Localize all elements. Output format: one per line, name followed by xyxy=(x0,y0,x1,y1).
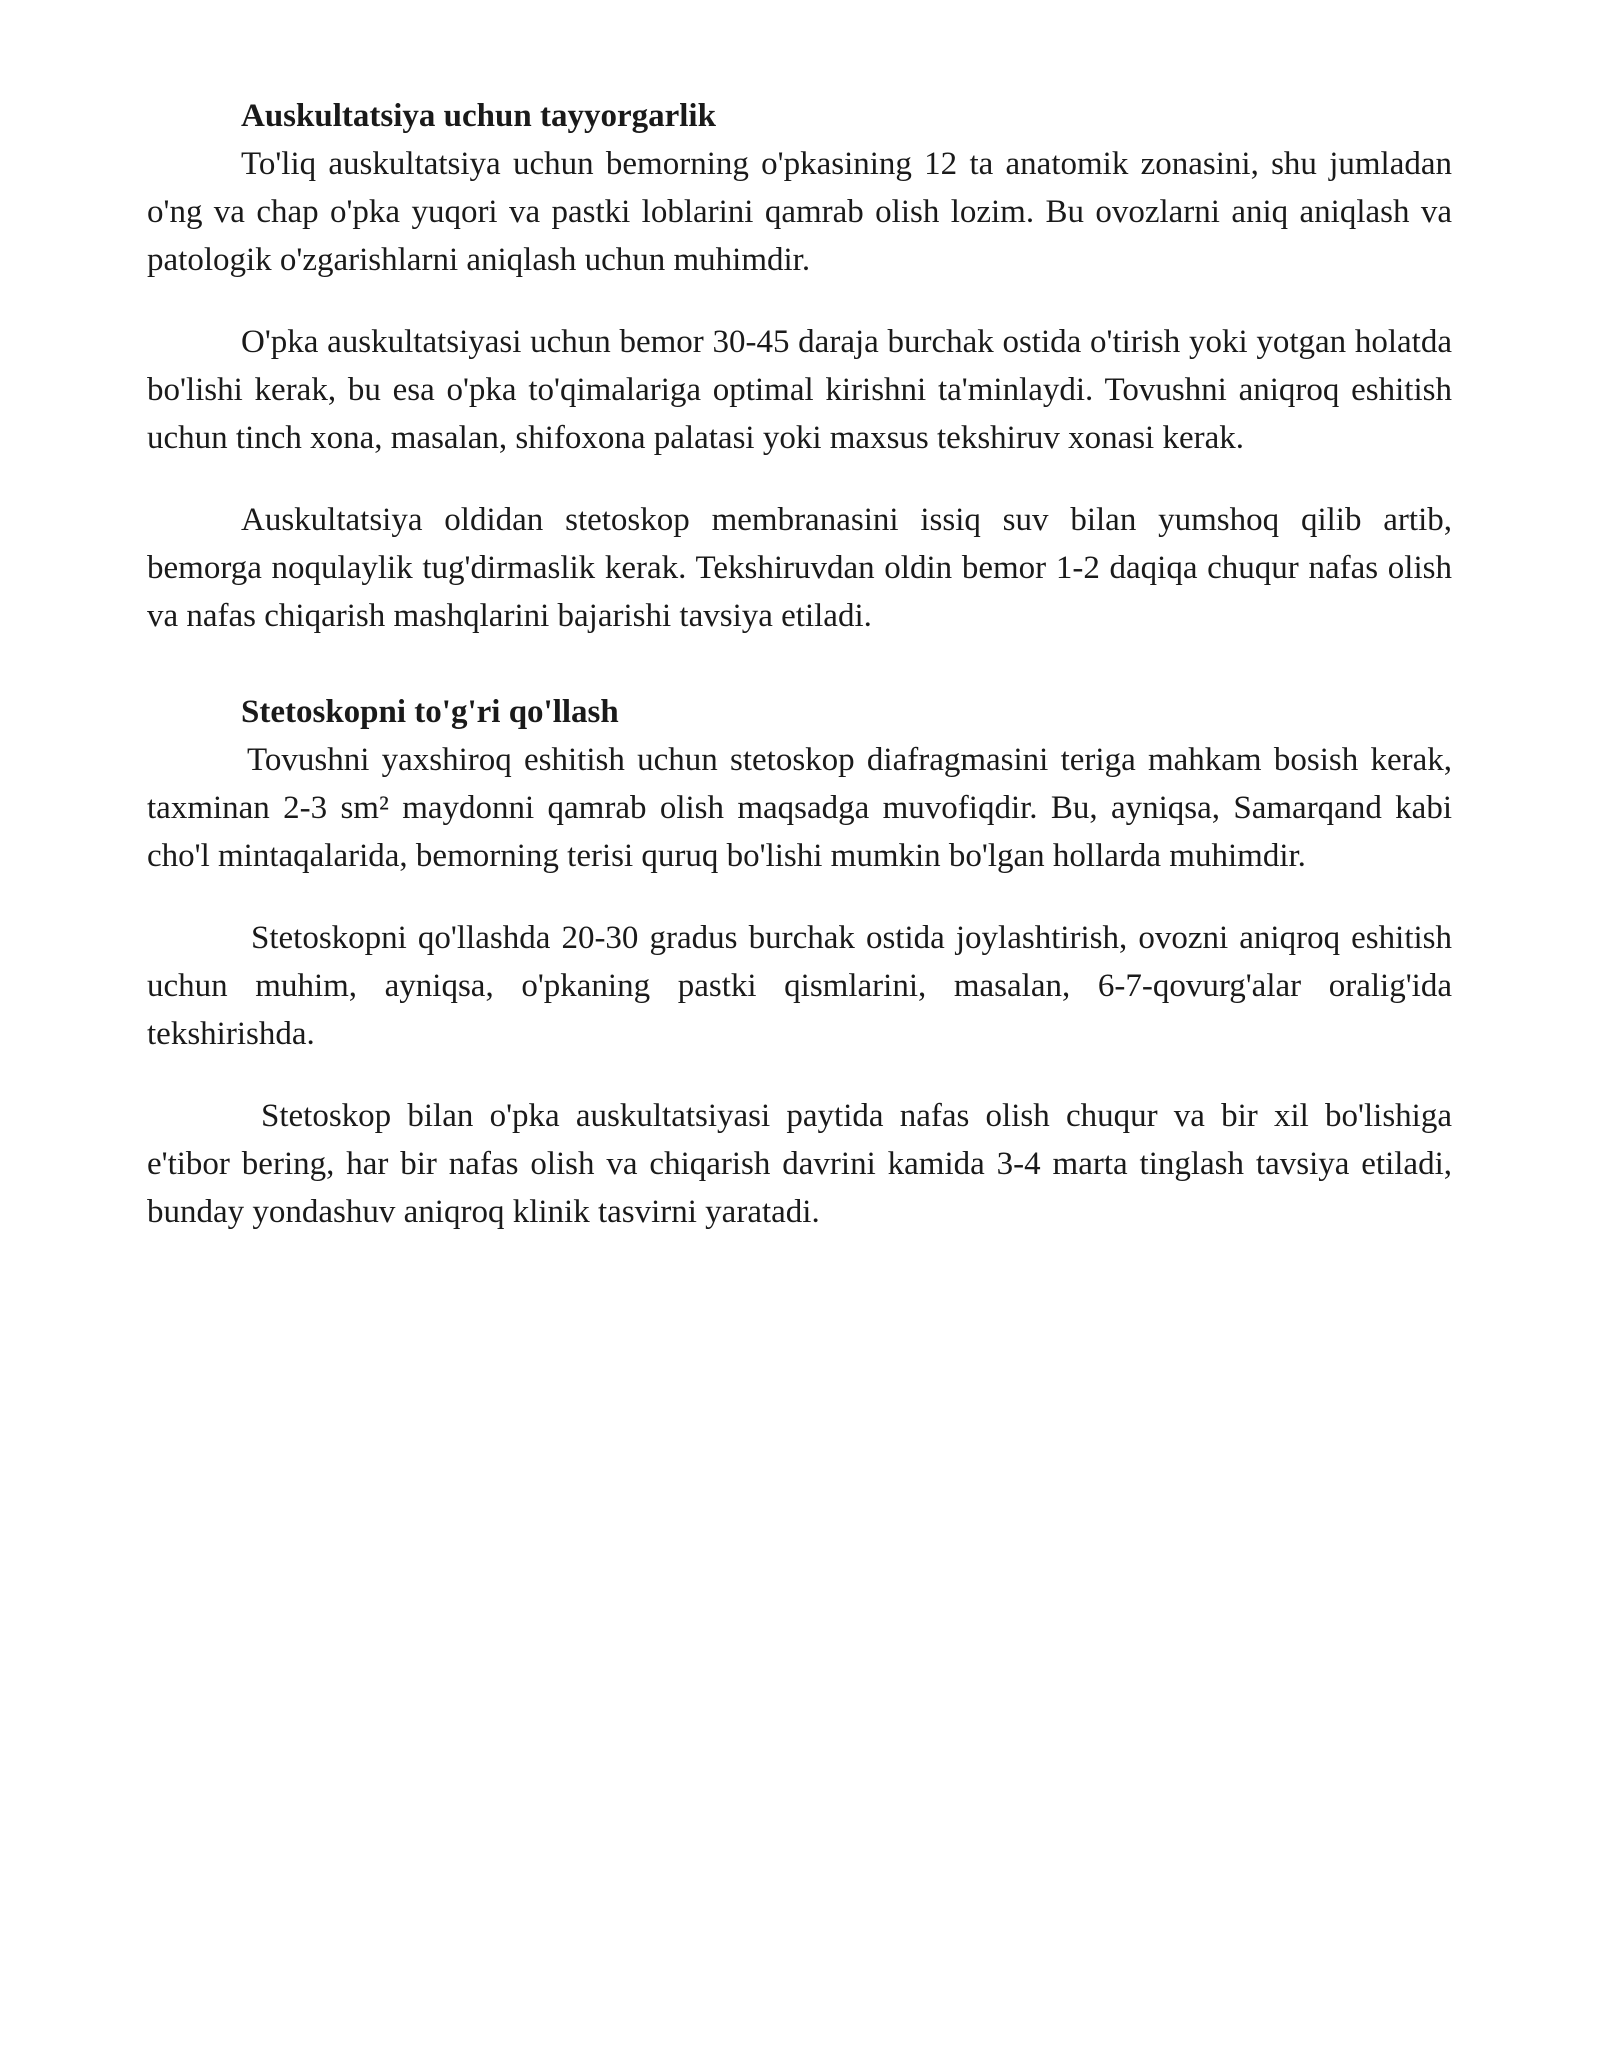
paragraph-spacer xyxy=(147,462,1452,496)
paragraph-angle: Stetoskopni qo'llashda 20-30 gradus burchak ostida joylashtirish, ovozni aniqroq eshitish uchun muhim, ayniqsa, o'pkaning pastki qismlarini, masalan, 6-7-qovurg'alar oralig'ida tekshirishda. xyxy=(147,920,1452,1052)
paragraph-spacer xyxy=(147,880,1452,914)
paragraph-spacer xyxy=(147,1058,1452,1092)
section-heading-stethoscope-use: Stetoskopni to'g'ri qo'llash xyxy=(241,694,619,730)
paragraph-spacer xyxy=(147,284,1452,318)
paragraph-diaphragm: Tovushni yaxshiroq eshitish uchun stetoskop diafragmasini teriga mahkam bosish kerak, taxminan 2-3 sm² maydonni qamrab olish maqsadga muvofiqdir. Bu, ayniqsa, Samarqand kabi cho'l mintaqalarida, bemorning terisi quruq bo'lishi mumkin bo'lgan hollarda muhimdir. xyxy=(147,742,1452,874)
document-page xyxy=(147,92,1452,1236)
paragraph-zones: To'liq auskultatsiya uchun bemorning o'pkasining 12 ta anatomik zonasini, shu jumladan o'ng va chap o'pka yuqori va pastki loblarini qamrab olish lozim. Bu ovozlarni aniq aniqlash va patologik o'zgarishlarni aniqlash uchun muhimdir. xyxy=(147,146,1452,278)
section-spacer xyxy=(147,640,1452,688)
section-heading-preparation: Auskultatsiya uchun tayyorgarlik xyxy=(241,98,716,134)
paragraph-position: O'pka auskultatsiyasi uchun bemor 30-45 daraja burchak ostida o'tirish yoki yotgan holatda bo'lishi kerak, bu esa o'pka to'qimalariga optimal kirishni ta'minlaydi. Tovushni aniqroq eshitish uchun tinch xona, masalan, shifoxona palatasi yoki maxsus tekshiruv xonasi kerak. xyxy=(147,324,1452,456)
paragraph-breathing: Stetoskop bilan o'pka auskultatsiyasi paytida nafas olish chuqur va bir xil bo'lishiga e'tibor bering, har bir nafas olish va chiqarish davrini kamida 3-4 marta tinglash tavsiya etiladi, bunday yondashuv aniqroq klinik tasvirni yaratadi. xyxy=(147,1098,1452,1230)
paragraph-membrane: Auskultatsiya oldidan stetoskop membranasini issiq suv bilan yumshoq qilib artib, bemorga noqulaylik tug'dirmaslik kerak. Tekshiruvdan oldin bemor 1-2 daqiqa chuqur nafas olish va nafas chiqarish mashqlarini bajarishi tavsiya etiladi. xyxy=(147,502,1452,634)
